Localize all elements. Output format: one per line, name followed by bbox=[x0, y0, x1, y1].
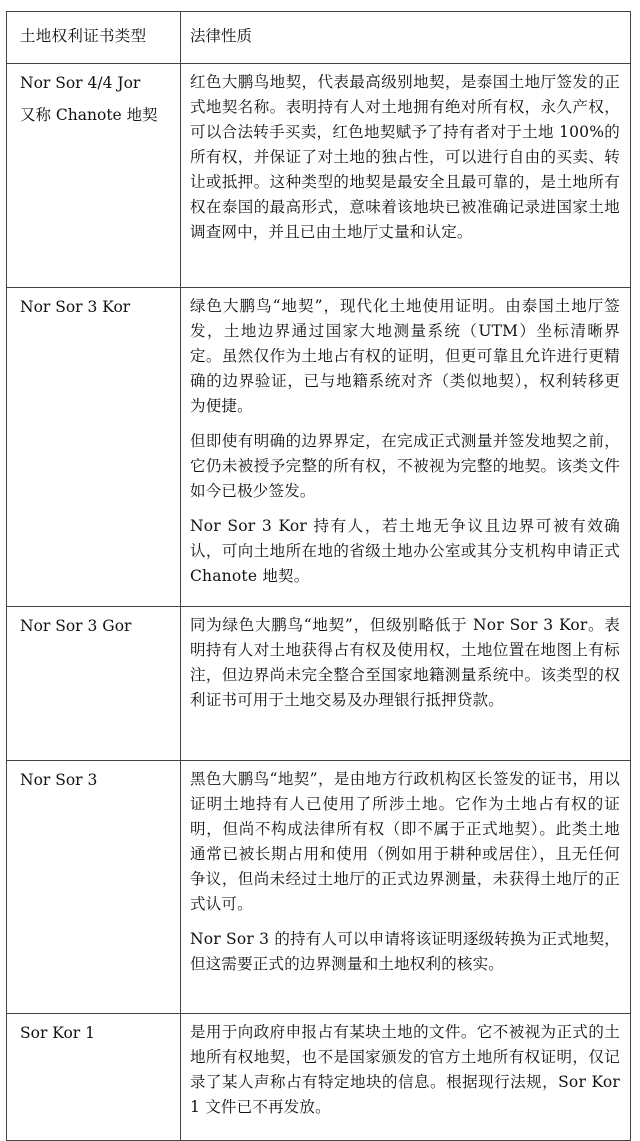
legal-nature-cell bbox=[181, 1014, 631, 1141]
certificate-type-name: Nor Sor 3 Kor bbox=[20, 298, 131, 316]
certificate-type-alias: 又称 Chanote 地契 bbox=[20, 106, 158, 124]
header-legal-nature: 法律性质 bbox=[181, 12, 631, 64]
table-row bbox=[7, 64, 631, 288]
certificate-type-cell bbox=[7, 761, 181, 1014]
legal-nature-paragraph: Nor Sor 3 Kor 持有人，若土地无争议且边界可被有效确认，可向土地所在地的省级土地办公室或其分支机构申请正式 Chanote 地契。 bbox=[190, 517, 620, 585]
legal-nature-paragraph: 绿色大鹏鸟“地契”，现代化土地使用证明。由泰国土地厅签发，土地边界通过国家大地测量系统（UTM）坐标清晰界定。虽然仅作为土地占有权的证明，但更可靠且允许进行更精确的边界验证，已与地籍系统对齐（类似地契），权利转移更为便捷。 bbox=[190, 297, 620, 415]
legal-nature-cell bbox=[181, 607, 631, 761]
table-row bbox=[7, 607, 631, 761]
legal-nature-paragraph: 是用于向政府申报占有某块土地的文件。它不被视为正式的土地所有权地契，也不是国家颁发的官方土地所有权证明，仅记录了某人声称占有特定地块的信息。根据现行法规，Sor Kor 1 文件已不再发放。 bbox=[190, 1023, 620, 1116]
certificate-type-name: Nor Sor 4/4 Jor bbox=[20, 74, 141, 92]
legal-nature-paragraph: 同为绿色大鹏鸟“地契”，但级别略低于 Nor Sor 3 Kor。表明持有人对土地获得占有权及使用权，土地位置在地图上有标注，但边界尚未完全整合至国家地籍测量系统中。该类型的权利证书可用于土地交易及办理银行抵押贷款。 bbox=[190, 616, 620, 709]
legal-nature-paragraph: 黑色大鹏鸟“地契”，是由地方行政机构区长签发的证书，用以证明土地持有人已使用了所涉土地。它作为土地占有权的证明，但尚不构成法律所有权（即不属于正式地契）。此类土地通常已被长期占用和使用（例如用于耕种或居住），且无任何争议，但尚未经过土地厅的正式边界测量，未获得土地厅的正式认可。 bbox=[190, 770, 620, 913]
legal-nature-paragraph: Nor Sor 3 的持有人可以申请将该证明逐级转换为正式地契，但这需要正式的边界测量和土地权利的核实。 bbox=[190, 930, 620, 973]
certificate-type-cell bbox=[7, 1014, 181, 1141]
certificate-type-name: Sor Kor 1 bbox=[20, 1024, 95, 1042]
legal-nature-cell bbox=[181, 288, 631, 607]
table-header-row bbox=[7, 12, 631, 64]
certificate-type-cell bbox=[7, 64, 181, 288]
certificate-type-cell bbox=[7, 288, 181, 607]
header-certificate-type: 土地权利证书类型 bbox=[7, 12, 181, 64]
legal-nature-paragraph: 红色大鹏鸟地契，代表最高级别地契，是泰国土地厅签发的正式地契名称。表明持有人对土地拥有绝对所有权，永久产权，可以合法转手买卖，红色地契赋予了持有者对于土地 100%的所有权，并保证了对土地的独占性，可以进行自由的买卖、转让或抵押。这种类型的地契是最安全且最可靠的，是土地所有权在泰国的最高形式，意味着该地块已被准确记录进国家土地调查网中，并且已由土地厅丈量和认定。 bbox=[190, 73, 620, 241]
certificate-type-name: Nor Sor 3 bbox=[20, 771, 98, 789]
legal-nature-cell bbox=[181, 64, 631, 288]
certificate-type-name: Nor Sor 3 Gor bbox=[20, 617, 132, 635]
legal-nature-paragraph: 但即使有明确的边界界定，在完成正式测量并签发地契之前，它仍未被授予完整的所有权，不被视为完整的地契。该类文件如今已极少签发。 bbox=[190, 432, 620, 500]
table-row bbox=[7, 288, 631, 607]
certificate-type-cell bbox=[7, 607, 181, 761]
table-row bbox=[7, 1014, 631, 1141]
table-row bbox=[7, 761, 631, 1014]
legal-nature-cell bbox=[181, 761, 631, 1014]
land-title-table bbox=[6, 11, 631, 1141]
